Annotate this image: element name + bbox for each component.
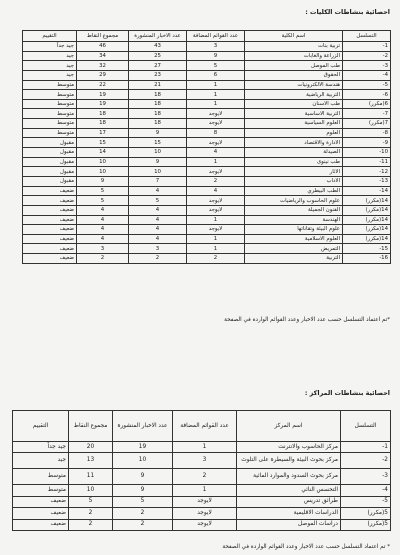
seq-cell: 7(مكرر) (343, 119, 391, 129)
news-cell: 2 (129, 254, 187, 264)
points-cell: 14 (77, 148, 129, 158)
table-header-row (23, 31, 391, 42)
points-cell: 10 (69, 485, 113, 496)
header-points: مجموع النقاط (69, 411, 113, 442)
news-cell: 4 (129, 215, 187, 225)
table-row (23, 70, 391, 80)
table-row (23, 196, 391, 206)
points-cell: 18 (77, 119, 129, 129)
table-row (23, 128, 391, 138)
name-cell: مركز الحاسوب والانترنت (237, 442, 341, 453)
seq-cell: 3- (341, 469, 391, 485)
lists-cell: 1 (187, 99, 245, 109)
news-cell: 7 (129, 176, 187, 186)
seq-cell: 7- (343, 109, 391, 119)
rating-cell: ضعيف (23, 225, 77, 235)
name-cell: تربية بنات (245, 42, 343, 52)
name-cell: مركز بحوث البيئة والسيطرة على التلوث (237, 453, 341, 469)
table-row (23, 215, 391, 225)
header-lists: عدد القوائم المضافة (173, 411, 237, 442)
seq-cell: 5(مكرر) (341, 519, 391, 530)
table-row (23, 157, 391, 167)
lists-cell: 1 (187, 244, 245, 254)
news-cell: 15 (129, 138, 187, 148)
rating-cell: ضعيف (13, 496, 69, 507)
lists-cell: لايوجد (187, 196, 245, 206)
news-cell: 4 (129, 234, 187, 244)
lists-cell: 9 (187, 51, 245, 61)
seq-cell: 14(مكرر) (343, 215, 391, 225)
lists-cell: 1 (173, 442, 237, 453)
points-cell: 29 (77, 70, 129, 80)
name-cell: طب الاسنان (245, 99, 343, 109)
header-rating: التقييم (23, 31, 77, 42)
name-cell: التحسس النائي (237, 485, 341, 496)
rating-cell: جيد جداً (23, 42, 77, 52)
name-cell: الدراسات الاقليمية (237, 508, 341, 519)
points-cell: 10 (77, 167, 129, 177)
news-cell: 5 (113, 496, 173, 507)
lists-cell: 5 (187, 61, 245, 71)
seq-cell: 2- (343, 51, 391, 61)
rating-cell: جيد (13, 453, 69, 469)
points-cell: 5 (69, 496, 113, 507)
points-cell: 15 (77, 138, 129, 148)
points-cell: 2 (77, 254, 129, 264)
seq-cell: 15- (343, 244, 391, 254)
rating-cell: ضعيف (13, 519, 69, 530)
table-row (23, 90, 391, 100)
seq-cell: 5- (343, 80, 391, 90)
points-cell: 22 (77, 80, 129, 90)
lists-cell: 4 (187, 148, 245, 158)
rating-cell: متوسط (13, 469, 69, 485)
points-cell: 9 (77, 176, 129, 186)
table-row (23, 186, 391, 196)
table-row (23, 61, 391, 71)
lists-cell: لايوجد (187, 167, 245, 177)
seq-cell: 6(مكرر) (343, 99, 391, 109)
rating-cell: متوسط (23, 80, 77, 90)
table-row (23, 138, 391, 148)
news-cell: 18 (129, 99, 187, 109)
seq-cell: 9- (343, 138, 391, 148)
rating-cell: متوسط (23, 128, 77, 138)
table-row (13, 508, 391, 519)
points-cell: 5 (77, 196, 129, 206)
news-cell: 18 (129, 109, 187, 119)
news-cell: 21 (129, 80, 187, 90)
points-cell: 19 (77, 90, 129, 100)
table-row (23, 80, 391, 90)
rating-cell: ضعيف (23, 254, 77, 264)
news-cell: 9 (129, 157, 187, 167)
rating-cell: متوسط (23, 90, 77, 100)
name-cell: علوم الحاسوب والرياضيات (245, 196, 343, 206)
lists-cell: لايوجد (187, 205, 245, 215)
lists-cell: لايوجد (187, 138, 245, 148)
rating-cell: مقبول (23, 148, 77, 158)
lists-cell: 1 (187, 157, 245, 167)
table-row (13, 496, 391, 507)
table-row (23, 244, 391, 254)
seq-cell: 6- (343, 90, 391, 100)
rating-cell: متوسط (23, 119, 77, 129)
seq-cell: 10- (343, 148, 391, 158)
seq-cell: 8- (343, 128, 391, 138)
points-cell: 3 (77, 244, 129, 254)
centers-note: * تم اعتماد التسلسل حسب عدد الاخبار وعدد القوائم الواردة في الصفحة (222, 544, 390, 550)
rating-cell: ضعيف (13, 508, 69, 519)
name-cell: دراسات الموصل (237, 519, 341, 530)
header-seq: التسلسل (341, 411, 391, 442)
seq-cell: 11- (343, 157, 391, 167)
name-cell: طب الموصل (245, 61, 343, 71)
seq-cell: 4- (343, 70, 391, 80)
name-cell: التمريض (245, 244, 343, 254)
lists-cell: لايوجد (173, 508, 237, 519)
name-cell: التربية الاساسية (245, 109, 343, 119)
points-cell: 19 (77, 99, 129, 109)
news-cell: 10 (129, 167, 187, 177)
table-row (23, 42, 391, 52)
lists-cell: 3 (187, 42, 245, 52)
seq-cell: 1- (341, 442, 391, 453)
name-cell: الهندسة (245, 215, 343, 225)
name-cell: الحقوق (245, 70, 343, 80)
seq-cell: 4- (341, 485, 391, 496)
table-row (23, 254, 391, 264)
points-cell: 20 (69, 442, 113, 453)
lists-cell: 1 (187, 234, 245, 244)
lists-cell: 3 (173, 453, 237, 469)
table-row (23, 109, 391, 119)
table-row (13, 453, 391, 469)
table-row (23, 205, 391, 215)
points-cell: 4 (77, 225, 129, 235)
table-row (13, 442, 391, 453)
news-cell: 5 (129, 196, 187, 206)
table-row (23, 234, 391, 244)
seq-cell: 14(مكرر) (343, 234, 391, 244)
news-cell: 25 (129, 51, 187, 61)
lists-cell: لايوجد (187, 119, 245, 129)
seq-cell: 14- (343, 186, 391, 196)
points-cell: 4 (77, 205, 129, 215)
lists-cell: 2 (187, 254, 245, 264)
seq-cell: 14(مكرر) (343, 225, 391, 235)
points-cell: 11 (69, 469, 113, 485)
table-row (23, 99, 391, 109)
lists-cell: 8 (187, 128, 245, 138)
name-cell: الاثار (245, 167, 343, 177)
news-cell: 43 (129, 42, 187, 52)
seq-cell: 5- (341, 496, 391, 507)
seq-cell: 1- (343, 42, 391, 52)
rating-cell: متوسط (23, 109, 77, 119)
seq-cell: 5(مكرر) (341, 508, 391, 519)
news-cell: 4 (129, 225, 187, 235)
news-cell: 3 (129, 244, 187, 254)
name-cell: التربية (245, 254, 343, 264)
centers-heading: احصائية بنشاطات المراكز : (304, 389, 390, 397)
rating-cell: ضعيف (23, 186, 77, 196)
table-row (23, 225, 391, 235)
rating-cell: ضعيف (23, 244, 77, 254)
points-cell: 4 (77, 234, 129, 244)
seq-cell: 2- (341, 453, 391, 469)
name-cell: طب نينوى (245, 157, 343, 167)
lists-cell: لايوجد (187, 109, 245, 119)
rating-cell: مقبول (23, 167, 77, 177)
name-cell: الاداب (245, 176, 343, 186)
news-cell: 10 (129, 148, 187, 158)
rating-cell: متوسط (13, 485, 69, 496)
table-row (23, 167, 391, 177)
points-cell: 10 (77, 157, 129, 167)
news-cell: 2 (113, 508, 173, 519)
colleges-note: *تم اعتماد التسلسل حسب عدد الاخبار وعدد القوائم الواردة في الصفحة (224, 317, 390, 323)
lists-cell: 2 (187, 176, 245, 186)
header-lists: عدد القوائم المضافة (187, 31, 245, 42)
header-seq: التسلسل (343, 31, 391, 42)
rating-cell: ضعيف (23, 234, 77, 244)
seq-cell: 14(مكرر) (343, 196, 391, 206)
lists-cell: 1 (187, 80, 245, 90)
table-row (23, 51, 391, 61)
rating-cell: مقبول (23, 157, 77, 167)
points-cell: 34 (77, 51, 129, 61)
name-cell: الطب البيطري (245, 186, 343, 196)
seq-cell: 12- (343, 167, 391, 177)
header-name: اسم الكلية (245, 31, 343, 42)
header-points: مجموع النقاط (77, 31, 129, 42)
seq-cell: 16- (343, 254, 391, 264)
points-cell: 2 (69, 508, 113, 519)
table-row (13, 519, 391, 530)
name-cell: الفنون الجميلة (245, 205, 343, 215)
table-row (23, 176, 391, 186)
rating-cell: مقبول (23, 138, 77, 148)
news-cell: 2 (113, 519, 173, 530)
points-cell: 17 (77, 128, 129, 138)
news-cell: 19 (113, 442, 173, 453)
rating-cell: جيد (23, 51, 77, 61)
colleges-table (22, 30, 391, 264)
rating-cell: ضعيف (23, 215, 77, 225)
table-row (23, 148, 391, 158)
rating-cell: متوسط (23, 99, 77, 109)
rating-cell: ضعيف (23, 196, 77, 206)
name-cell: التربية الرياضية (245, 90, 343, 100)
header-news: عدد الاخبار المنشورة (129, 31, 187, 42)
points-cell: 5 (77, 186, 129, 196)
rating-cell: ضعيف (23, 205, 77, 215)
table-row (13, 485, 391, 496)
header-rating: التقييم (13, 411, 69, 442)
news-cell: 27 (129, 61, 187, 71)
colleges-heading: احصائية بنشاطات الكليات : (305, 8, 390, 16)
lists-cell: 1 (187, 90, 245, 100)
news-cell: 10 (113, 453, 173, 469)
seq-cell: 3- (343, 61, 391, 71)
table-row (13, 469, 391, 485)
rating-cell: مقبول (23, 176, 77, 186)
header-news: عدد الاخبار المنشورة (113, 411, 173, 442)
news-cell: 23 (129, 70, 187, 80)
news-cell: 18 (129, 119, 187, 129)
lists-cell: لايوجد (173, 519, 237, 530)
name-cell: الزراعة والغابات (245, 51, 343, 61)
table-header-row (13, 411, 391, 442)
lists-cell: 4 (187, 186, 245, 196)
news-cell: 9 (113, 485, 173, 496)
news-cell: 4 (129, 186, 187, 196)
rating-cell: جيد (23, 70, 77, 80)
seq-cell: 13- (343, 176, 391, 186)
name-cell: هندسة الالكترونيات (245, 80, 343, 90)
lists-cell: 1 (187, 215, 245, 225)
name-cell: العلوم السياسية (245, 119, 343, 129)
news-cell: 9 (113, 469, 173, 485)
table-row (23, 119, 391, 129)
points-cell: 46 (77, 42, 129, 52)
points-cell: 4 (77, 215, 129, 225)
name-cell: الصيدلة (245, 148, 343, 158)
centers-table (12, 410, 391, 531)
name-cell: مركز بحوث السدود والموارد المائية (237, 469, 341, 485)
name-cell: الادارة والاقتصاد (245, 138, 343, 148)
news-cell: 9 (129, 128, 187, 138)
name-cell: علوم البيئة وتقاناتها (245, 225, 343, 235)
points-cell: 2 (69, 519, 113, 530)
points-cell: 13 (69, 453, 113, 469)
name-cell: العلوم الاسلامية (245, 234, 343, 244)
header-name: اسم المركز (237, 411, 341, 442)
points-cell: 32 (77, 61, 129, 71)
rating-cell: جيد جداً (13, 442, 69, 453)
seq-cell: 14(مكرر) (343, 205, 391, 215)
news-cell: 4 (129, 205, 187, 215)
lists-cell: 1 (173, 485, 237, 496)
news-cell: 18 (129, 90, 187, 100)
points-cell: 18 (77, 109, 129, 119)
lists-cell: 6 (187, 70, 245, 80)
lists-cell: لايوجد (173, 496, 237, 507)
name-cell: العلوم (245, 128, 343, 138)
rating-cell: جيد (23, 61, 77, 71)
lists-cell: لايوجد (187, 225, 245, 235)
name-cell: طرائق تدريس (237, 496, 341, 507)
lists-cell: 2 (173, 469, 237, 485)
